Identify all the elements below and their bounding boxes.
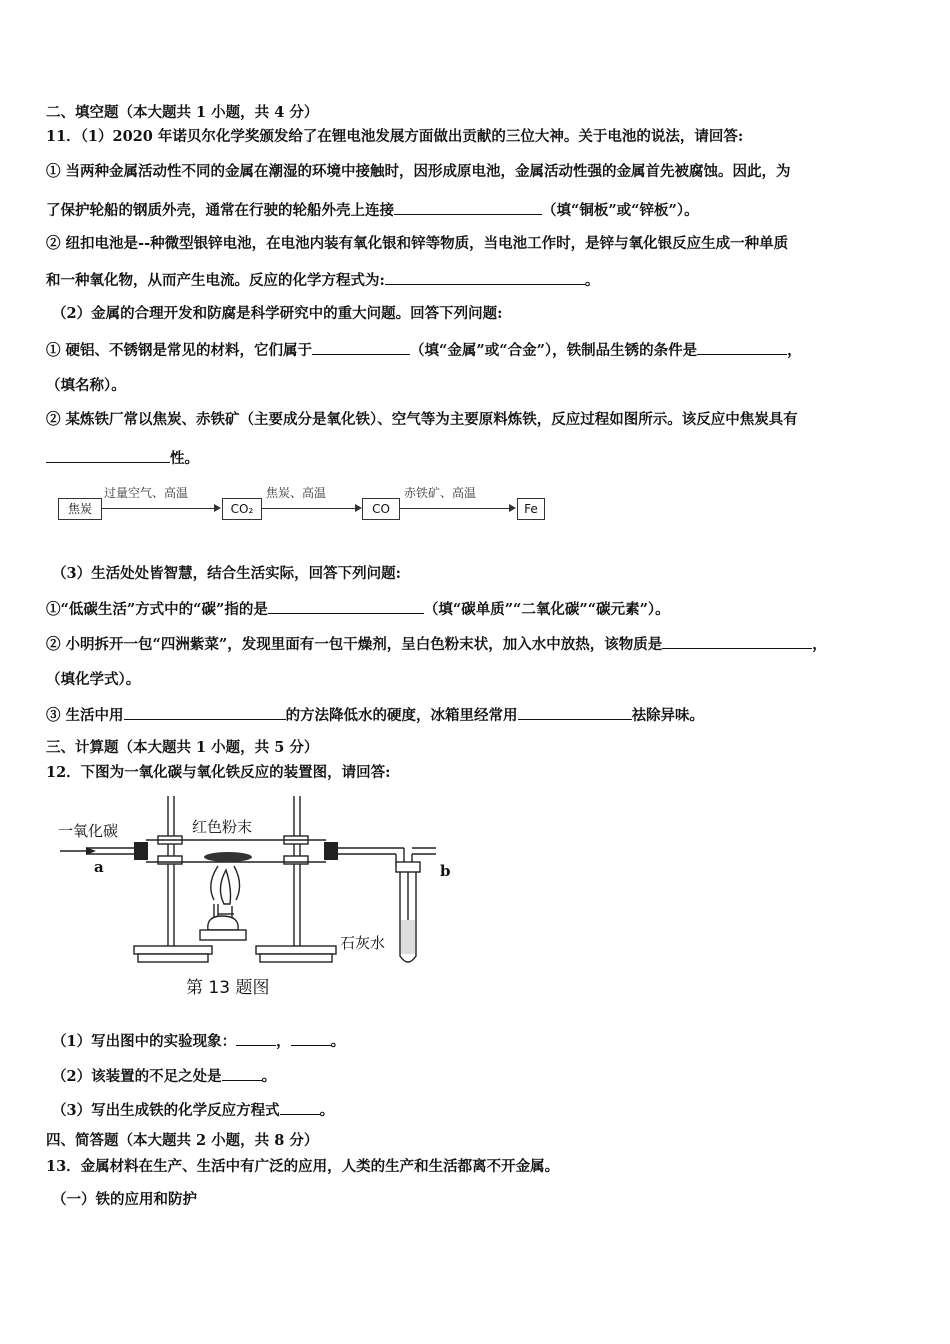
flow-arrow-line xyxy=(261,508,357,509)
arrow-right-icon xyxy=(509,504,516,512)
q11-para4-line1: ② 某炼铁厂常以焦炭、赤铁矿（主要成分是氧化铁）、空气等为主要原料炼铁，反应过程如图所示。该反应中焦炭具有 xyxy=(46,411,798,428)
q11-para1-line1: ① 当两种金属活动性不同的金属在潮湿的环境中接触时，因形成原电池，金属活动性强的金属首先被腐蚀。因此，为 xyxy=(46,163,791,180)
flow-box-co2: CO₂ xyxy=(222,498,262,520)
q11-para5: ①“低碳生活”方式中的“碳”指的是 （填“碳单质”“二氧化碳”“碳元素”）。 xyxy=(46,598,670,620)
q11-para6-line2: （填化学式）。 xyxy=(46,671,141,688)
section-heading: 三、计算题（本大题共 1 小题，共 5 分） xyxy=(46,739,319,756)
flow-box-fe: Fe xyxy=(517,498,545,520)
flow-condition-2: 焦炭、高温 xyxy=(266,486,327,500)
answer-blank[interactable] xyxy=(222,1065,262,1081)
q11-part2: （2）金属的合理开发和防腐是科学研究中的重大问题。回答下列问题: xyxy=(52,305,503,322)
flow-box-co: CO xyxy=(362,498,400,520)
arrow-right-icon xyxy=(355,504,362,512)
question-13-intro: 13．金属材料在生产、生活中有广泛的应用，人类的生产和生活都离不开金属。 xyxy=(46,1158,560,1175)
ironmaking-flow-diagram xyxy=(54,488,554,528)
flow-arrow-line xyxy=(399,508,511,509)
q11-para3-line1: ① 硬铝、不锈钢是常见的材料，它们属于 （填“金属”或“合金”），铁制品生锈的条件是 ， xyxy=(46,339,802,361)
answer-blank[interactable] xyxy=(46,447,170,463)
label-a: a xyxy=(94,858,104,876)
question-11-intro: 11．（1）2020 年诺贝尔化学奖颁发给了在锂电池发展方面做出贡献的三位大神。关于电池的说法，请回答: xyxy=(46,128,744,145)
answer-blank[interactable] xyxy=(385,269,585,285)
answer-blank[interactable] xyxy=(280,1099,320,1115)
q12-sub1: （1）写出图中的实验现象： ， 。 xyxy=(52,1030,345,1052)
q11-para7: ③ 生活中用 的方法降低水的硬度，冰箱里经常用 祛除异味。 xyxy=(46,704,704,726)
q11-para2-line1: ② 纽扣电池是--种微型银锌电池，在电池内装有氧化银和锌等物质，当电池工作时，是锌与氧化银反应生成一种单质 xyxy=(46,235,789,252)
q11-para2-line2: 和一种氧化物，从而产生电流。反应的化学方程式为: 。 xyxy=(46,269,599,291)
co-reduction-apparatus-figure xyxy=(56,796,486,1006)
flow-condition-1: 过量空气、高温 xyxy=(104,486,189,500)
q12-sub3: （3）写出生成铁的化学反应方程式 。 xyxy=(52,1099,334,1121)
label-red-powder: 红色粉末 xyxy=(192,818,253,836)
answer-blank[interactable] xyxy=(291,1030,331,1046)
arrow-right-icon xyxy=(214,504,221,512)
answer-blank[interactable] xyxy=(236,1030,276,1046)
answer-blank[interactable] xyxy=(697,339,787,355)
q11-para6-line1: ② 小明拆开一包“四洲紫菜”，发现里面有一包干燥剂，呈白色粉末状，加入水中放热，该物质是 ， xyxy=(46,633,827,655)
flow-box-coke: 焦炭 xyxy=(58,498,102,520)
q11-para1-line2: 了保护轮船的钢质外壳，通常在行驶的轮船外壳上连接 （填“铜板”或“锌板”）。 xyxy=(46,199,699,221)
answer-blank[interactable] xyxy=(312,339,410,355)
q13-part1: （一）铁的应用和防护 xyxy=(52,1191,197,1208)
apparatus-drawing xyxy=(56,796,486,1006)
flow-arrow-line xyxy=(101,508,215,509)
figure-caption: 第 13 题图 xyxy=(186,978,270,998)
stopper-right xyxy=(324,842,338,860)
red-powder xyxy=(204,852,252,862)
q11-part3: （3）生活处处皆智慧，结合生活实际，回答下列问题: xyxy=(52,565,401,582)
section-heading: 二、填空题（本大题共 1 小题，共 4 分） xyxy=(46,104,319,121)
label-carbon-monoxide: 一氧化碳 xyxy=(58,822,119,840)
question-12-intro: 12．下图为一氧化碳与氧化铁反应的装置图，请回答: xyxy=(46,764,391,781)
q11-para4-line2: 性。 xyxy=(46,447,199,469)
label-lime-water: 石灰水 xyxy=(340,934,386,952)
section-heading: 四、简答题（本大题共 2 小题，共 8 分） xyxy=(46,1132,319,1149)
lime-water xyxy=(401,920,415,954)
answer-blank[interactable] xyxy=(518,704,632,720)
answer-blank[interactable] xyxy=(124,704,286,720)
answer-blank[interactable] xyxy=(268,598,424,614)
q11-para3-line2: （填名称）。 xyxy=(46,377,126,394)
label-b: b xyxy=(440,862,451,880)
flow-condition-3: 赤铁矿、高温 xyxy=(404,486,477,500)
q12-sub2: （2）该装置的不足之处是 。 xyxy=(52,1065,276,1087)
stopper-left xyxy=(134,842,148,860)
answer-blank[interactable] xyxy=(394,199,542,215)
answer-blank[interactable] xyxy=(662,633,812,649)
